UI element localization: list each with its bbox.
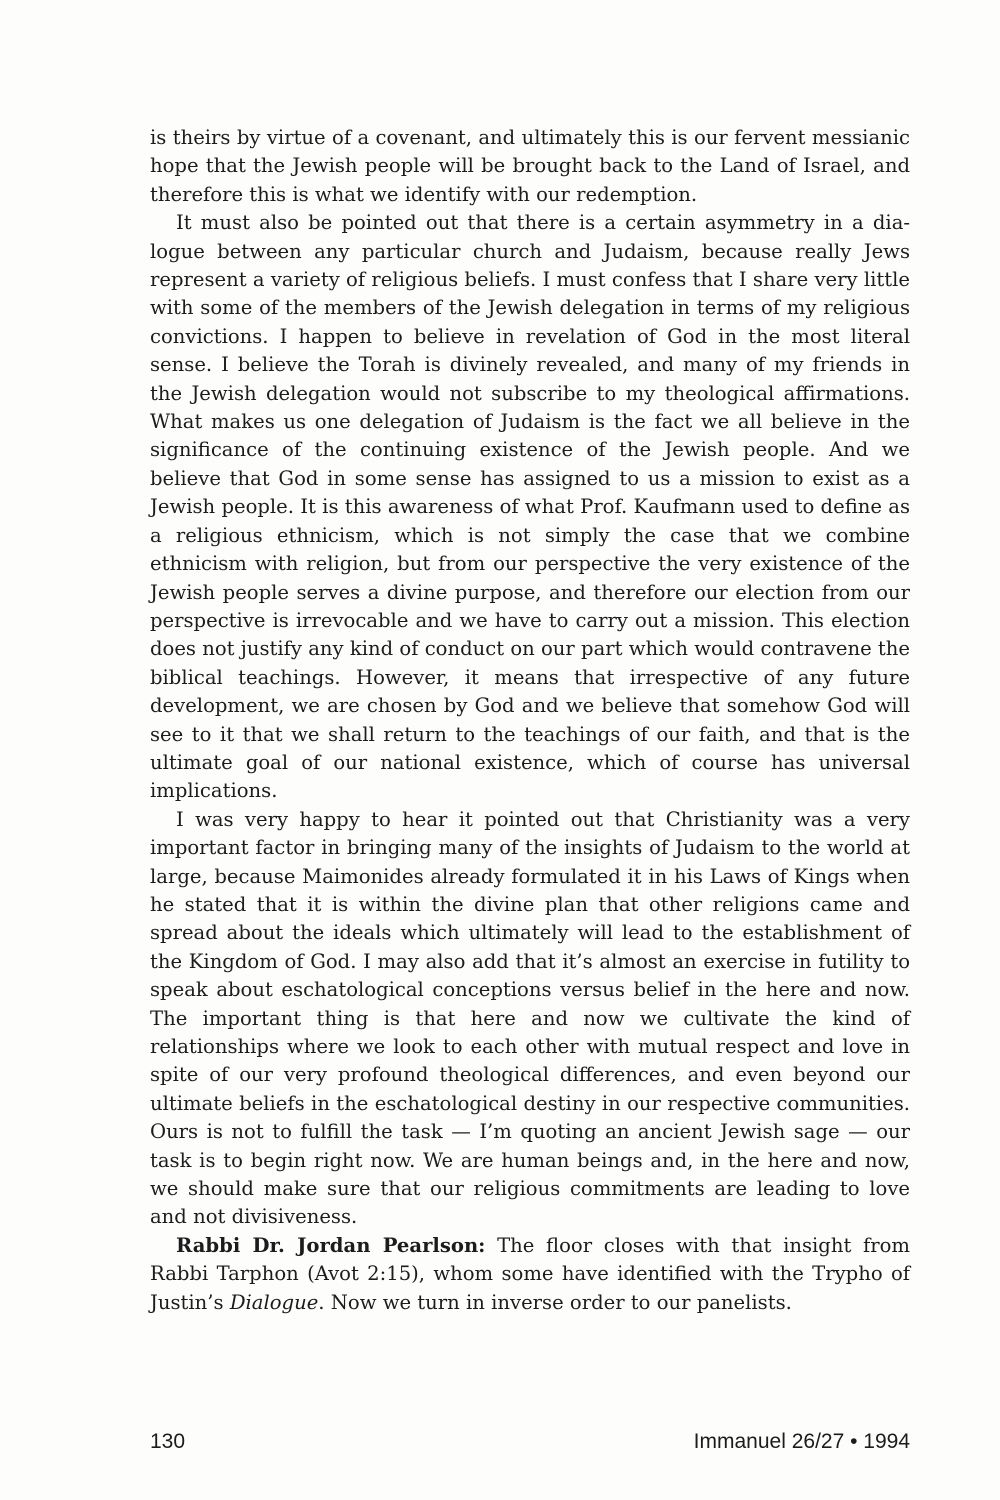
closing-text-start: The floor closes with that insight from Rabbi Tarphon (Avot 2:15), whom some have identified with the Trypho of Justin’s — [150, 1233, 910, 1314]
body-text — [150, 124, 910, 1317]
page-number: 130 — [150, 1430, 186, 1453]
journal-reference: Immanuel 26/27 • 1994 — [693, 1430, 910, 1453]
paragraph-closing — [150, 1232, 910, 1317]
speaker-name: Rabbi Dr. Jordan Pearlson: — [176, 1233, 486, 1257]
paragraph-asymmetry: It must also be pointed out that there is a certain asymmetry in a dialogue between any particular church and Judaism, because really Jews represent a variety of religious beliefs. I must confess that I share very little with some of the members of the Jewish delegation in terms of my religious convictions. I happen to believe in revelation of God in the most literal sense. I believe the Torah is divinely revealed, and many of my friends in the Jewish delegation would not subscribe to my theological affirmations. What makes us one delegation of Judaism is the fact we all believe in the significance of the continuing existence of the Jewish people. And we believe that God in some sense has assigned to us a mission to exist as a Jewish people. It is this awareness of what Prof. Kaufmann used to define as a religious ethnicism, which is not simply the case that we combine ethnicism with religion, but from our perspective the very existence of the Jewish people serves a divine purpose, and therefore our election from our perspective is irrevocable and we have to carry out a mission. This election does not justify any kind of conduct on our part which would contravene the biblical teachings. However, it means that irrespective of any future development, we are chosen by God and we believe that somehow God will see to it that we shall return to the teachings of our faith, and that is the ultimate goal of our national existence, which of course has universal implications. — [150, 211, 910, 803]
closing-text-end: . Now we turn in inverse order to our panelists. — [318, 1290, 792, 1314]
paragraph-continuation: is theirs by virtue of a covenant, and ultimately this is our fervent messianic hope that the Jewish people will be brought back to the Land of Israel, and therefore this is what we identify with our redemption. — [150, 126, 910, 206]
page-footer — [150, 1430, 910, 1460]
work-title: Dialogue — [229, 1290, 319, 1314]
paragraph-christianity: I was very happy to hear it pointed out that Christianity was a very important factor in bringing many of the insights of Judaism to the world at large, because Maimonides already formulated it in his Laws of Kings when he stated that it is within the divine plan that other religions came and spread about the ideals which ultimately will lead to the establishment of the Kingdom of God. I may also add that it’s almost an exercise in futility to speak about eschatological conceptions versus belief in the here and now. The important thing is that here and now we cultivate the kind of relationships where we look to each other with mutual respect and love in spite of our very profound theological differences, and even beyond our ultimate beliefs in the eschatological destiny in our respective communities. Ours is not to fulfill the task — I’m quoting an ancient Jewish sage — our task is to begin right now. We are human beings and, in the here and now, we should make sure that our religious commitments are leading to love and not divisiveness. — [150, 807, 910, 1229]
